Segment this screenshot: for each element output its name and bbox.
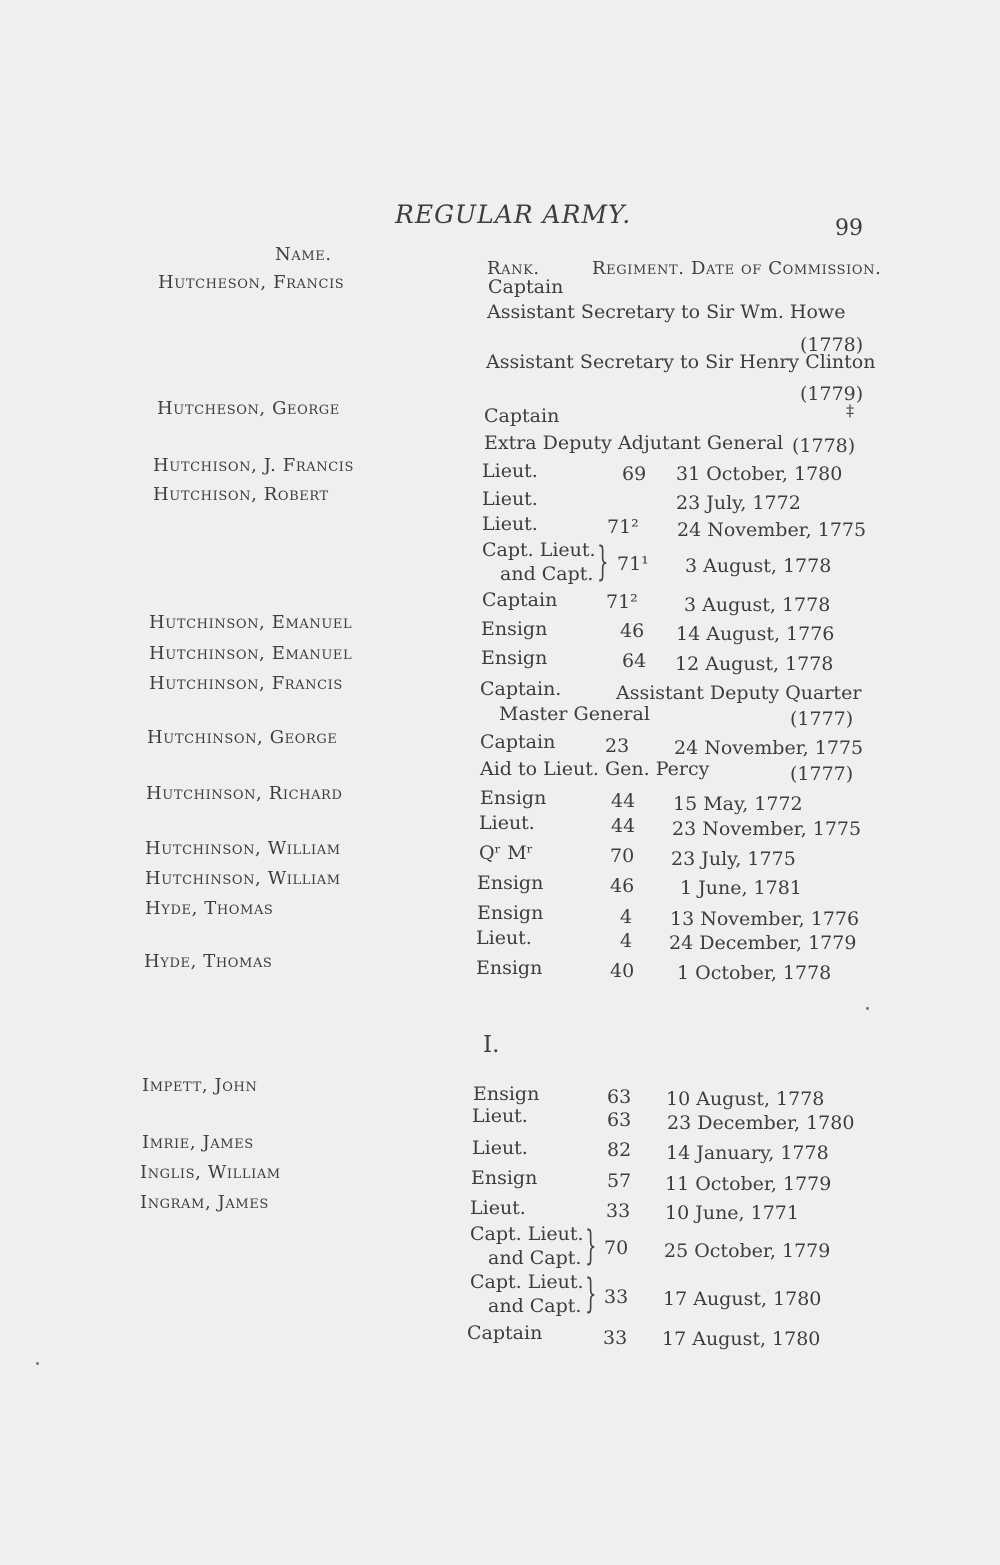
column-header-name: Name. (275, 244, 332, 265)
name-entry: Inglis, William (140, 1162, 281, 1183)
rank-cell: Lieut. (482, 488, 538, 510)
column-header-date: Date of Commission. (691, 258, 882, 279)
rank-cell: Assistant Secretary to Sir Wm. Howe (487, 301, 846, 323)
rank-cell: Captain. (480, 678, 562, 700)
name-entry: Ingram, James (140, 1192, 269, 1213)
regiment-cell: 64 (622, 650, 647, 672)
name-entry: Hutchinson, Francis (149, 673, 343, 694)
rank-cell: Extra Deputy Adjutant General (484, 432, 784, 454)
regiment-cell: 33 (604, 1286, 629, 1308)
rank-cell: Ensign (476, 957, 543, 979)
appointment-year: (1778) (800, 334, 864, 356)
brace-icon: } (584, 1271, 597, 1317)
appointment-year: (1779) (800, 383, 864, 405)
date-cell: 23 July, 1775 (671, 848, 796, 870)
regiment-cell: 69 (622, 463, 647, 485)
regiment-cell: 71² (607, 516, 639, 538)
regiment-cell: 71² (606, 591, 638, 613)
appointment-year: (1777) (790, 763, 854, 785)
regiment-cell: 82 (607, 1139, 632, 1161)
name-entry: Hutchison, Robert (153, 484, 329, 505)
date-cell: 3 August, 1778 (685, 555, 832, 577)
date-cell: 15 May, 1772 (673, 793, 803, 815)
rank-cell: Ensign (480, 787, 547, 809)
name-entry: Hutcheson, George (157, 398, 340, 419)
appointment-cell: Assistant Deputy Quarter (616, 682, 862, 704)
rank-cell: Aid to Lieut. Gen. Percy (480, 758, 710, 780)
rank-cell: Assistant Secretary to Sir Henry Clinton (486, 351, 876, 373)
column-header-regiment: Regiment. (592, 258, 685, 279)
date-cell: 10 June, 1771 (665, 1202, 799, 1224)
column-header-rank: Rank. (487, 258, 540, 279)
rank-cell: Ensign (471, 1167, 538, 1189)
rank-cell: Captain (488, 276, 564, 298)
rank-cell: Lieut. (482, 460, 538, 482)
paper-speck (866, 1007, 869, 1010)
name-entry: Hutchinson, Emanuel (149, 643, 353, 664)
date-cell: 10 August, 1778 (666, 1088, 825, 1110)
rank-cell-continued: and Capt. (488, 1295, 582, 1317)
rank-cell: Ensign (477, 872, 544, 894)
rank-cell: Captain (484, 405, 560, 427)
date-cell: 17 August, 1780 (663, 1288, 822, 1310)
date-cell: 12 August, 1778 (675, 653, 834, 675)
name-entry: Hutchinson, Richard (146, 783, 343, 804)
name-entry: Hutchinson, Emanuel (149, 612, 353, 633)
date-cell: 23 July, 1772 (676, 492, 801, 514)
rank-cell: Lieut. (476, 927, 532, 949)
rank-cell: Capt. Lieut. (482, 539, 596, 561)
name-entry: Hutchinson, George (147, 727, 338, 748)
regiment-cell: 33 (606, 1200, 631, 1222)
rank-cell: Capt. Lieut. (470, 1223, 584, 1245)
date-cell: 14 August, 1776 (676, 623, 835, 645)
name-entry: Hyde, Thomas (145, 898, 274, 919)
name-entry: Imrie, James (142, 1132, 254, 1153)
regiment-cell: 70 (604, 1237, 629, 1259)
name-entry: Hutchinson, William (145, 838, 341, 859)
dagger-mark: ‡ (846, 401, 854, 420)
appointment-year: (1777) (790, 708, 854, 730)
appointment-year: (1778) (792, 435, 856, 457)
regiment-cell: 46 (610, 875, 635, 897)
date-cell: 24 November, 1775 (677, 519, 867, 541)
rank-cell: Lieut. (472, 1137, 528, 1159)
appointment-cell-continued: Master General (499, 703, 650, 725)
date-cell: 31 October, 1780 (676, 463, 843, 485)
rank-cell: Lieut. (472, 1105, 528, 1127)
date-cell: 11 October, 1779 (665, 1173, 832, 1195)
rank-cell: Lieut. (470, 1197, 526, 1219)
rank-cell: Capt. Lieut. (470, 1271, 584, 1293)
page-number: 99 (835, 216, 863, 241)
rank-cell: Ensign (481, 618, 548, 640)
regiment-cell: 23 (605, 735, 630, 757)
rank-cell: Captain (480, 731, 556, 753)
paper-speck (36, 1362, 39, 1365)
name-entry: Impett, John (142, 1075, 258, 1096)
rank-bracket-group (470, 1270, 603, 1318)
rank-cell: Lieut. (479, 812, 535, 834)
rank-cell-continued: and Capt. (500, 563, 594, 585)
date-cell: 23 December, 1780 (667, 1112, 855, 1134)
regiment-cell: 33 (603, 1327, 628, 1349)
rank-cell: Captain (467, 1322, 543, 1344)
rank-cell: Captain (482, 589, 558, 611)
rank-bracket-group (470, 1222, 603, 1270)
date-cell: 14 January, 1778 (666, 1142, 829, 1164)
rank-bracket-group (482, 538, 615, 586)
date-cell: 3 August, 1778 (684, 594, 831, 616)
regiment-cell: 4 (620, 930, 633, 952)
name-entry: Hyde, Thomas (144, 951, 273, 972)
regiment-cell: 44 (611, 790, 636, 812)
rank-cell: Qʳ Mʳ (479, 842, 534, 864)
regiment-cell: 71¹ (617, 553, 649, 575)
rank-cell: Ensign (477, 902, 544, 924)
name-entry: Hutchison, J. Francis (153, 455, 355, 476)
date-cell: 23 November, 1775 (672, 818, 862, 840)
rank-cell: Ensign (473, 1083, 540, 1105)
date-cell: 1 June, 1781 (680, 877, 802, 899)
regiment-cell: 44 (611, 815, 636, 837)
date-cell: 13 November, 1776 (670, 908, 860, 930)
section-letter: I. (483, 1032, 500, 1058)
regiment-cell: 46 (620, 620, 645, 642)
rank-cell-continued: and Capt. (488, 1247, 582, 1269)
name-entry: Hutchinson, William (145, 868, 341, 889)
date-cell: 1 October, 1778 (677, 962, 832, 984)
date-cell: 24 December, 1779 (669, 932, 857, 954)
regiment-cell: 70 (610, 845, 635, 867)
regiment-cell: 40 (610, 960, 635, 982)
name-entry: Hutcheson, Francis (158, 272, 345, 293)
rank-cell: Ensign (481, 647, 548, 669)
brace-icon: } (584, 1223, 597, 1269)
regiment-cell: 57 (607, 1170, 632, 1192)
date-cell: 17 August, 1780 (662, 1328, 821, 1350)
regiment-cell: 4 (620, 906, 633, 928)
date-cell: 25 October, 1779 (664, 1240, 831, 1262)
regiment-cell: 63 (607, 1086, 632, 1108)
page-title: REGULAR ARMY. (395, 200, 632, 229)
brace-icon: } (596, 539, 609, 585)
date-cell: 24 November, 1775 (674, 737, 864, 759)
rank-cell: Lieut. (482, 513, 538, 535)
regiment-cell: 63 (607, 1109, 632, 1131)
